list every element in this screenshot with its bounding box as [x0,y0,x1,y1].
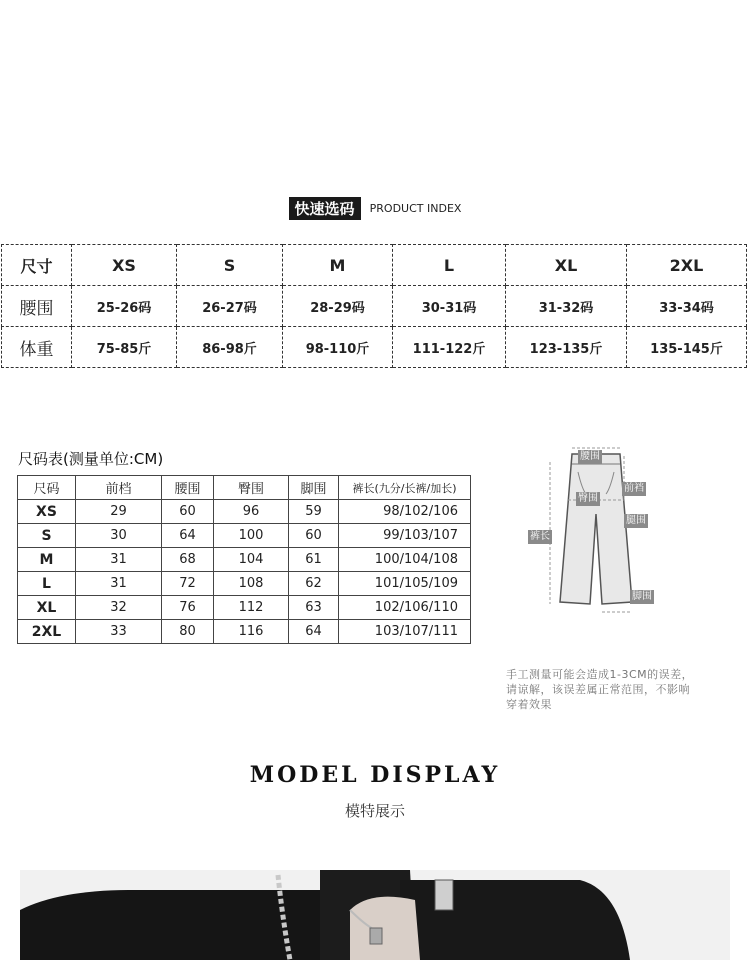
table-cell: 99/103/107 [339,524,471,548]
table-row [18,524,471,548]
table-cell: 59 [289,500,339,524]
table-cell: 72 [162,572,214,596]
column-header: 臀围 [214,476,289,500]
table-cell: 68 [162,548,214,572]
table-cell: 108 [214,572,289,596]
length-tag: 裤长 [530,531,550,542]
table-cell: 101/105/109 [339,572,471,596]
table-cell: 86-98斤 [177,327,283,368]
model-display-title: MODEL DISPLAY [249,762,501,788]
table-cell: L [393,245,506,286]
hip-tag: 臀围 [578,493,598,504]
table-cell: 28-29码 [283,286,393,327]
size-label: M [18,548,76,572]
table-cell: 112 [214,596,289,620]
quick-index-subtitle: PRODUCT INDEX [369,202,462,215]
size-label: XS [18,500,76,524]
table-header-row [18,476,471,500]
column-header: 前档 [76,476,162,500]
table-cell: 96 [214,500,289,524]
table-cell: 100/104/108 [339,548,471,572]
column-header: 尺码 [18,476,76,500]
column-header: 裤长(九分/长裤/加长) [339,476,471,500]
table-cell: 111-122斤 [393,327,506,368]
table-cell: 33-34码 [627,286,747,327]
table-cell: 29 [76,500,162,524]
table-cell: 80 [162,620,214,644]
table-cell: 104 [214,548,289,572]
row-label: 体重 [2,327,72,368]
model-photo [20,870,730,960]
quick-index-badge: 快速选码 [289,197,361,220]
table-cell: 76 [162,596,214,620]
row-label: 腰围 [2,286,72,327]
front-rise-tag: 前裆 [624,483,644,494]
table-cell: S [177,245,283,286]
table-row [2,245,747,286]
table-cell: 135-145斤 [627,327,747,368]
table-cell: 31 [76,548,162,572]
table-cell: 61 [289,548,339,572]
table-cell: 25-26码 [72,286,177,327]
table-row [18,620,471,644]
table-cell: 102/106/110 [339,596,471,620]
table-row [18,572,471,596]
table-cell: XL [506,245,627,286]
table-cell: 31 [76,572,162,596]
size-label: L [18,572,76,596]
table-cell: 64 [289,620,339,644]
table-cell: 123-135斤 [506,327,627,368]
thigh-tag: 腿围 [626,515,646,526]
table-cell: 2XL [627,245,747,286]
table-cell: 98-110斤 [283,327,393,368]
hem-tag: 脚围 [632,591,652,602]
table-cell: 32 [76,596,162,620]
quick-index-table [1,244,747,368]
table-cell: M [283,245,393,286]
table-row [18,596,471,620]
model-photo-illustration [20,870,730,960]
measurement-note: 手工测量可能会造成1-3CM的误差，请谅解，该误差属正常范围，不影响穿着效果 [506,668,694,711]
size-label: 2XL [18,620,76,644]
size-table-title: 尺码表(测量单位:CM) [18,450,164,468]
table-cell: 103/107/111 [339,620,471,644]
waist-tag: 腰围 [580,451,600,462]
table-cell: 100 [214,524,289,548]
table-cell: 60 [162,500,214,524]
table-cell: 30-31码 [393,286,506,327]
table-cell: XS [72,245,177,286]
model-display-subtitle: 模特展示 [344,802,405,820]
table-cell: 63 [289,596,339,620]
size-table [17,475,471,644]
column-header: 腰围 [162,476,214,500]
row-label: 尺寸 [2,245,72,286]
size-label: S [18,524,76,548]
table-cell: 116 [214,620,289,644]
table-row [2,286,747,327]
quick-index-heading [0,197,750,220]
table-row [2,327,747,368]
table-cell: 98/102/106 [339,500,471,524]
table-cell: 33 [76,620,162,644]
column-header: 脚围 [289,476,339,500]
table-cell: 30 [76,524,162,548]
table-row [18,500,471,524]
table-cell: 62 [289,572,339,596]
table-cell: 64 [162,524,214,548]
table-cell: 31-32码 [506,286,627,327]
pants-measurement-diagram [520,444,670,619]
table-cell: 75-85斤 [72,327,177,368]
table-cell: 26-27码 [177,286,283,327]
table-row [18,548,471,572]
table-cell: 60 [289,524,339,548]
size-label: XL [18,596,76,620]
